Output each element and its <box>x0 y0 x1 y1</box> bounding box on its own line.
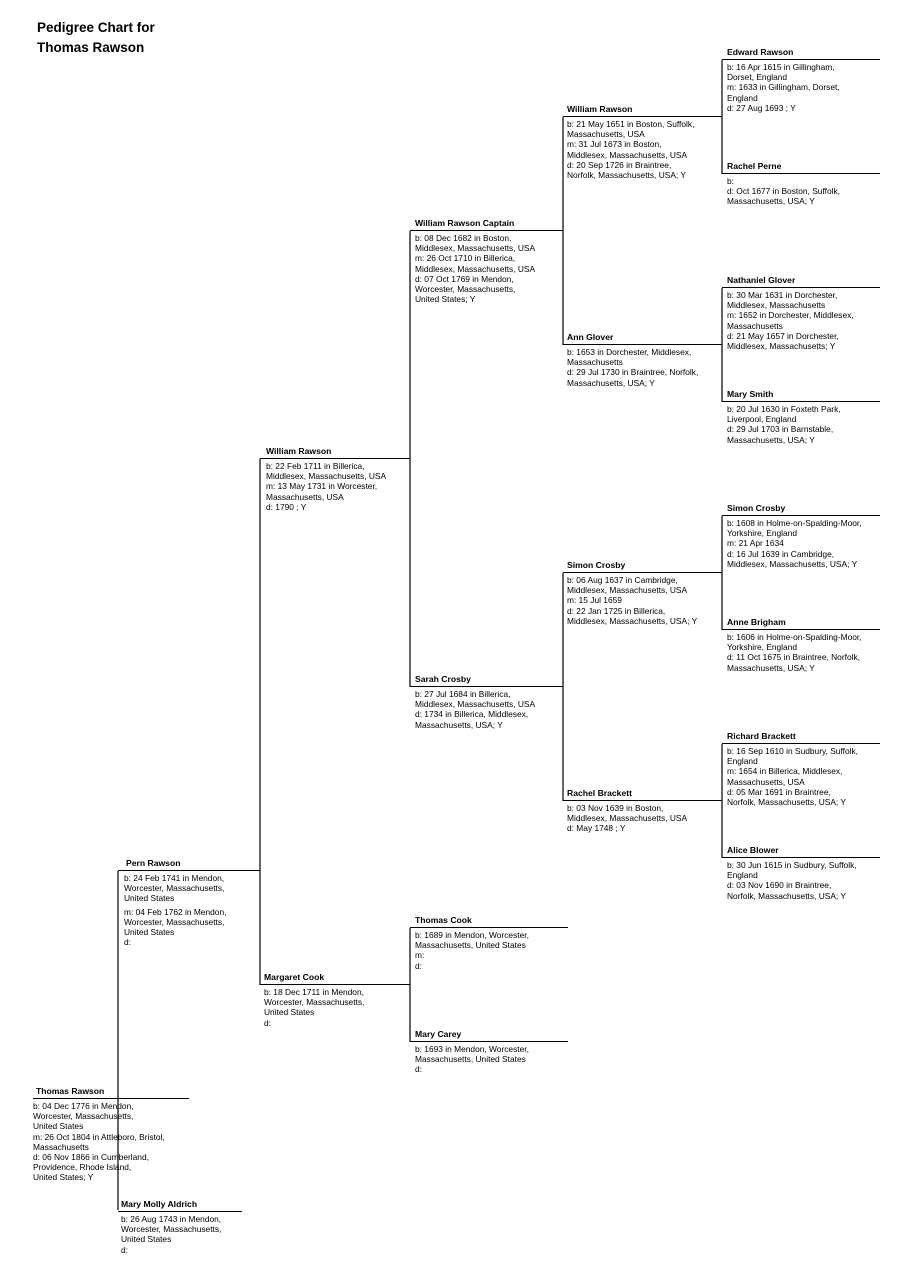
person-rachel-brackett <box>567 788 727 834</box>
person-facts: b: d: Oct 1677 in Boston, Suffolk, Massachusetts, USA; Y <box>727 176 840 207</box>
person-thomas-cook <box>415 915 570 971</box>
person-ann-glover <box>567 332 727 388</box>
person-facts: b: 18 Dec 1711 in Mendon, Worcester, Massachusetts, United States d: <box>264 987 365 1028</box>
person-name: Alice Blower <box>727 845 779 855</box>
person-simon-crosby-1608 <box>727 503 892 569</box>
person-name: William Rawson <box>266 446 332 456</box>
person-facts: b: 20 Jul 1630 in Foxteth Park, Liverpool, England d: 29 Jul 1703 in Barnstable, Massachusetts, USA; Y <box>727 404 841 445</box>
person-facts: b: 1689 in Mendon, Worcester, Massachusetts, United States m: d: <box>415 930 529 971</box>
person-facts: b: 22 Feb 1711 in Billerica, Middlesex, Massachusetts, USA m: 13 May 1731 in Worcester, Massachusetts, USA d: 1790 ; Y <box>266 461 387 512</box>
person-william-rawson-1651 <box>567 104 727 181</box>
person-facts: b: 04 Dec 1776 in Mendon, Worcester, Massachusetts, United States m: 26 Oct 1804 in Attleboro, Bristol, Massachusetts d: 06 Nov 1866 in Cumberland, Providence, Rhode Island, United States; Y <box>33 1101 165 1183</box>
person-name: Simon Crosby <box>727 503 786 513</box>
person-facts: b: 26 Aug 1743 in Mendon, Worcester, Massachusetts, United States d: <box>121 1214 222 1255</box>
person-name: Pern Rawson <box>126 858 181 868</box>
person-facts: b: 06 Aug 1637 in Cambridge, Middlesex, Massachusetts, USA m: 15 Jul 1659 d: 22 Jan 1725 in Billerica, Middlesex, Massachusetts, USA; Y <box>567 575 698 626</box>
person-sarah-crosby <box>415 674 567 730</box>
person-name: Edward Rawson <box>727 47 794 57</box>
person-william-rawson-captain <box>415 218 567 305</box>
person-facts: b: 24 Feb 1741 in Mendon, Worcester, Massachusetts, United States m: 04 Feb 1762 in Mendon, Worcester, Massachusetts, United States d: <box>124 873 227 948</box>
person-alice-blower <box>727 845 887 901</box>
person-edward-rawson <box>727 47 887 113</box>
person-facts: b: 30 Mar 1631 in Dorchester, Middlesex, Massachusetts m: 1652 in Dorchester, Middlesex, Massachusetts d: 21 May 1657 in Dorchester, Middlesex, Massachusetts; Y <box>727 290 854 352</box>
person-nathaniel-glover <box>727 275 887 352</box>
person-facts: b: 27 Jul 1684 in Billerica, Middlesex, Massachusetts, USA d: 1734 in Billerica, Middlesex, Massachusetts, USA; Y <box>415 689 536 730</box>
person-margaret-cook <box>264 972 414 1028</box>
person-name: Rachel Perne <box>727 161 782 171</box>
person-facts: b: 1606 in Holme-on-Spalding-Moor, Yorkshire, England d: 11 Oct 1675 in Braintree, Norfolk, Massachusetts, USA; Y <box>727 632 862 673</box>
person-mary-smith <box>727 389 887 445</box>
person-name: Sarah Crosby <box>415 674 471 684</box>
person-william-rawson-1711 <box>266 446 416 512</box>
person-name: Mary Molly Aldrich <box>121 1199 198 1209</box>
person-mary-carey <box>415 1029 570 1075</box>
person-simon-crosby-1637 <box>567 560 727 626</box>
person-pern-rawson <box>124 858 264 948</box>
person-facts: b: 1693 in Mendon, Worcester, Massachusetts, United States d: <box>415 1044 529 1075</box>
chart-title-line-2: Thomas Rawson <box>37 40 145 55</box>
person-name: Ann Glover <box>567 332 614 342</box>
person-thomas-rawson <box>33 1086 193 1183</box>
person-facts: b: 30 Jun 1615 in Sudbury, Suffolk, England d: 03 Nov 1690 in Braintree, Norfolk, Massachusetts, USA; Y <box>727 860 857 901</box>
person-facts: b: 16 Apr 1615 in Gillingham, Dorset, England m: 1633 in Gillingham, Dorset, England d: 27 Aug 1693 ; Y <box>727 62 840 113</box>
person-name: Richard Brackett <box>727 731 796 741</box>
person-facts: b: 1608 in Holme-on-Spalding-Moor, Yorkshire, England m: 21 Apr 1634 d: 16 Jul 1639 in Cambridge, Middlesex, Massachusetts, USA; Y <box>727 518 862 569</box>
person-name: Mary Smith <box>727 389 774 399</box>
person-anne-brigham <box>727 617 892 673</box>
person-rachel-perne <box>727 161 887 207</box>
person-name: Thomas Rawson <box>36 1086 105 1096</box>
person-richard-brackett <box>727 731 887 808</box>
person-name: Anne Brigham <box>727 617 786 627</box>
person-name: William Rawson <box>567 104 633 114</box>
person-facts: b: 16 Sep 1610 in Sudbury, Suffolk, England m: 1654 in Billerica, Middlesex, Massachusetts, USA d: 05 Mar 1691 in Braintree, Norfolk, Massachusetts, USA; Y <box>727 746 858 808</box>
person-name: William Rawson Captain <box>415 218 515 228</box>
person-facts: b: 03 Nov 1639 in Boston, Middlesex, Massachusetts, USA d: May 1748 ; Y <box>567 803 688 834</box>
person-name: Rachel Brackett <box>567 788 632 798</box>
person-name: Margaret Cook <box>264 972 325 982</box>
person-name: Mary Carey <box>415 1029 462 1039</box>
person-facts: b: 1653 in Dorchester, Middlesex, Massachusetts d: 29 Jul 1730 in Braintree, Norfolk, Massachusetts, USA; Y <box>567 347 699 388</box>
chart-title-line-1: Pedigree Chart for <box>37 20 155 35</box>
person-facts: b: 21 May 1651 in Boston, Suffolk, Massachusetts, USA m: 31 Jul 1673 in Boston, Middlesex, Massachusetts, USA d: 20 Sep 1726 in Braintree, Norfolk, Massachusetts, USA; Y <box>567 119 695 181</box>
person-facts: b: 08 Dec 1682 in Boston, Middlesex, Massachusetts, USA m: 26 Oct 1710 in Billerica, Middlesex, Massachusetts, USA d: 07 Oct 1769 in Mendon, Worcester, Massachusetts, United States; Y <box>415 233 536 305</box>
person-name: Thomas Cook <box>415 915 472 925</box>
person-name: Nathaniel Glover <box>727 275 796 285</box>
person-mary-molly-aldrich <box>121 1199 261 1255</box>
person-name: Simon Crosby <box>567 560 626 570</box>
